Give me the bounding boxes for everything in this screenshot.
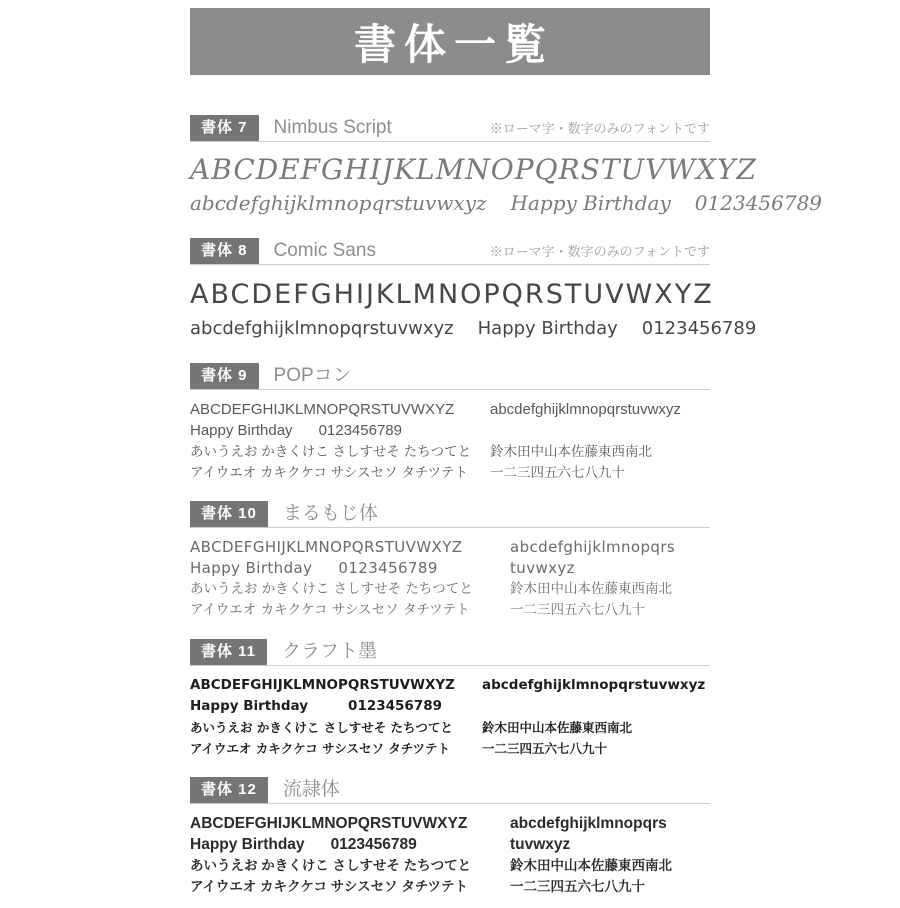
font-name: まるもじ体 (282, 503, 378, 524)
sample-uppercase: ABCDEFGHIJKLMNOPQRSTUVWXYZ (190, 153, 757, 186)
font-number-badge: 書体 8 (190, 238, 259, 264)
sample-kanji-numbers: 一二三四五六七八九十 (490, 465, 625, 480)
sample-digits: 0123456789 (338, 559, 438, 577)
section-header-8 (190, 238, 710, 265)
sample-uppercase: ABCDEFGHIJKLMNOPQRSTUVWXYZ (190, 279, 714, 310)
sample-digits: 0123456789 (694, 191, 823, 215)
sample-katakana-row (190, 738, 710, 759)
section-header-11 (190, 639, 710, 666)
page-title-banner (190, 8, 710, 75)
sample-katakana: アイウエオ カキクケコ サシスセソ タチツテト (190, 602, 470, 618)
font-section-11 (190, 639, 710, 765)
sample-alphabet-row (190, 399, 710, 420)
sample-lowercase: abcdefghijklmnopqrstuvwxyz (490, 401, 681, 418)
sample-kanji-numbers: 一二三四五六七八九十 (482, 741, 608, 756)
font-number-badge: 書体 10 (190, 501, 268, 527)
sample-digits: 0123456789 (348, 698, 442, 714)
sample-phrase-row (190, 696, 710, 717)
sample-lowercase-part2: tuvwxyz (510, 836, 571, 853)
font-note: ※ローマ字・数字のみのフォントです (489, 121, 710, 136)
sample-phrase: Happy Birthday (190, 836, 305, 853)
font-sample-10 (190, 528, 710, 627)
font-name: POPコン (273, 365, 352, 386)
sample-digits: 0123456789 (318, 422, 402, 439)
sample-phrase: Happy Birthday (477, 318, 618, 339)
sample-phrase-row (190, 558, 710, 579)
sample-uppercase: ABCDEFGHIJKLMNOPQRSTUVWXYZ (190, 677, 455, 693)
sample-hiragana-row (190, 855, 710, 876)
sample-digits: 0123456789 (641, 318, 757, 339)
sample-katakana: アイウエオ カキクケコ サシスセソ タチツテト (190, 741, 451, 756)
sample-kanji-names: 鈴木田中山本佐藤東西南北 (510, 581, 672, 597)
sample-katakana-row (190, 462, 710, 483)
sample-kanji-names: 鈴木田中山本佐藤東西南北 (490, 444, 652, 459)
sample-lowercase: abcdefghijklmnopqrstuvwxyz (190, 318, 454, 339)
sample-hiragana: あいうえお かきくけこ さしすせそ たちつてと (190, 581, 473, 597)
section-header-12 (190, 777, 710, 804)
sample-alphabet-row (190, 813, 710, 834)
font-sample-8 (190, 265, 757, 351)
sample-uppercase: ABCDEFGHIJKLMNOPQRSTUVWXYZ (190, 401, 455, 418)
font-section-10 (190, 501, 710, 627)
sample-lowercase: abcdefghijklmnopqrstuvwxyz (190, 191, 487, 215)
sample-digits: 0123456789 (330, 836, 417, 853)
sample-phrase: Happy Birthday (190, 422, 293, 439)
font-sample-9 (190, 390, 710, 489)
sample-phrase-row (190, 834, 710, 855)
sample-phrase-digits (190, 558, 510, 579)
sample-katakana-row (190, 600, 710, 621)
font-section-7 (190, 115, 823, 226)
sample-hiragana-row (190, 579, 710, 600)
section-header-7 (190, 115, 710, 142)
sample-katakana: アイウエオ カキクケコ サシスセソ タチツテト (190, 879, 469, 894)
sample-kanji-numbers: 一二三四五六七八九十 (510, 602, 645, 618)
font-list-page (190, 8, 823, 903)
sample-kanji-names: 鈴木田中山本佐藤東西南北 (482, 720, 633, 735)
sample-kanji-numbers: 一二三四五六七八九十 (510, 879, 645, 894)
font-number-badge: 書体 9 (190, 363, 259, 389)
font-section-12 (190, 777, 710, 903)
sample-uppercase: ABCDEFGHIJKLMNOPQRSTUVWXYZ (190, 538, 463, 556)
font-section-9 (190, 363, 710, 489)
font-name: クラフト墨 (282, 641, 378, 662)
font-number-badge: 書体 12 (190, 777, 268, 803)
font-sample-12 (190, 804, 710, 903)
sample-alphabet-row (190, 675, 710, 696)
sample-phrase-row (190, 420, 710, 441)
sample-phrase: Happy Birthday (510, 191, 671, 215)
sample-hiragana: あいうえお かきくけこ さしすせそ たちつてと (190, 858, 472, 873)
font-name: Comic Sans (273, 240, 376, 261)
font-note: ※ローマ字・数字のみのフォントです (489, 244, 710, 259)
sample-lowercase: abcdefghijklmnopqrstuvwxyz (482, 677, 706, 693)
sample-phrase-digits (190, 834, 510, 855)
sample-uppercase-row (190, 152, 757, 188)
font-number-badge: 書体 11 (190, 639, 267, 665)
sample-uppercase-row (190, 275, 714, 315)
sample-kanji-names: 鈴木田中山本佐藤東西南北 (510, 858, 672, 873)
sample-phrase: Happy Birthday (190, 559, 313, 577)
font-sample-11 (190, 666, 710, 765)
sample-katakana: アイウエオ カキクケコ サシスセソ タチツテト (190, 465, 469, 480)
sample-lowercase-part1: abcdefghijklmnopqrs (510, 538, 676, 556)
font-section-8 (190, 238, 757, 351)
sample-mixed-row (190, 315, 757, 343)
sample-katakana-row (190, 876, 710, 897)
section-header-9 (190, 363, 710, 390)
sample-lowercase-part1: abcdefghijklmnopqrs (510, 815, 667, 832)
sample-hiragana-row (190, 717, 710, 738)
sample-mixed-row (190, 188, 823, 218)
sample-phrase: Happy Birthday (190, 698, 309, 714)
sample-hiragana: あいうえお かきくけこ さしすせそ たちつてと (190, 444, 472, 459)
font-sample-7 (190, 142, 823, 226)
page-title: 書体一覧 (353, 19, 554, 69)
sample-uppercase: ABCDEFGHIJKLMNOPQRSTUVWXYZ (190, 815, 468, 832)
font-number-badge: 書体 7 (190, 115, 259, 141)
sample-hiragana-row (190, 441, 710, 462)
sample-alphabet-row (190, 537, 710, 558)
section-header-10 (190, 501, 710, 528)
font-name: 流隷体 (282, 779, 340, 800)
sample-hiragana: あいうえお かきくけこ さしすせそ たちつてと (190, 720, 453, 735)
sample-lowercase-part2: tuvwxyz (510, 559, 575, 577)
font-name: Nimbus Script (273, 117, 392, 138)
